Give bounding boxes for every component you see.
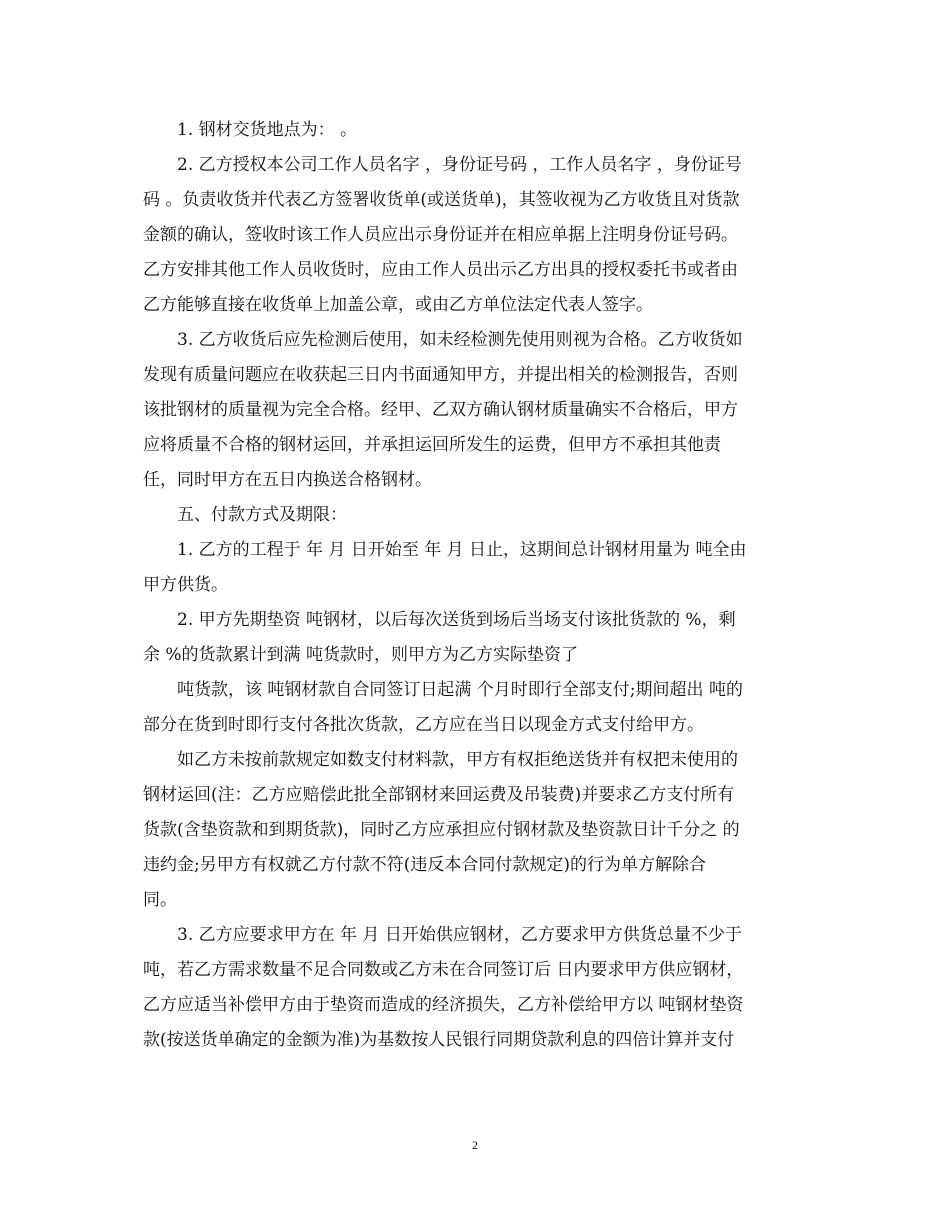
text-line: 乙方安排其他工作人员收货时，应由工作人员出示乙方出具的授权委托书或者由 bbox=[143, 260, 738, 280]
text-line: 应将质量不合格的钢材运回，并承担运回所发生的运费，但甲方不承担其他责 bbox=[143, 435, 721, 455]
text-line: 乙方应适当补偿甲方由于垫资而造成的经济损失，乙方补偿给甲方以 吨钢材垫资 bbox=[143, 995, 744, 1015]
text-line: 3. 乙方应要求甲方在 年 月 日开始供应钢材，乙方要求甲方供货总量不少于 bbox=[177, 925, 742, 945]
text-line: 五、付款方式及期限： bbox=[177, 505, 347, 525]
text-line: 乙方能够直接在收货单上加盖公章，或由乙方单位法定代表人签字。 bbox=[143, 295, 653, 315]
document-body bbox=[143, 113, 815, 1058]
text-line: 发现有质量问题应在收获起三日内书面通知甲方，并提出相关的检测报告，否则 bbox=[143, 365, 738, 385]
page-number: 2 bbox=[472, 1138, 478, 1152]
text-line: 货款(含垫资款和到期货款)，同时乙方应承担应付钢材款及垫资款日计千分之 的 bbox=[143, 820, 740, 840]
text-line: 吨，若乙方需求数量不足合同数或乙方未在合同签订后 日内要求甲方供应钢材， bbox=[143, 960, 744, 980]
text-line: 2. 甲方先期垫资 吨钢材，以后每次送货到场后当场支付该批货款的 %，剩 bbox=[177, 610, 736, 630]
text-line: 同。 bbox=[143, 890, 177, 910]
text-line: 钢材运回(注：乙方应赔偿此批全部钢材来回运费及吊装费)并要求乙方支付所有 bbox=[143, 785, 735, 805]
text-line: 如乙方未按前款规定如数支付材料款，甲方有权拒绝送货并有权把未使用的 bbox=[177, 750, 738, 770]
text-line: 2. 乙方授权本公司工作人员名字 ，身份证号码 ，工作人员名字 ，身份证号 bbox=[177, 155, 742, 175]
text-line: 甲方供货。 bbox=[143, 575, 228, 595]
text-line: 款(按送货单确定的金额为准)为基数按人民银行同期贷款利息的四倍计算并支付 bbox=[143, 1030, 735, 1050]
text-line: 1. 钢材交货地点为： 。 bbox=[177, 120, 358, 140]
text-line: 吨货款，该 吨钢材款自合同签订日起满 个月时即行全部支付;期间超出 吨的 bbox=[177, 680, 743, 700]
text-line: 码 。负责收货并代表乙方签署收货单(或送货单)，其签收视为乙方收货且对货款 bbox=[143, 190, 740, 210]
text-line: 1. 乙方的工程于 年 月 日开始至 年 月 日止，这期间总计钢材用量为 吨全由 bbox=[177, 540, 747, 560]
text-line: 金额的确认，签收时该工作人员应出示身份证并在相应单据上注明身份证号码。 bbox=[143, 225, 738, 245]
text-line: 违约金;另甲方有权就乙方付款不符(违反本合同付款规定)的行为单方解除合 bbox=[143, 855, 706, 875]
text-line: 该批钢材的质量视为完全合格。经甲、乙双方确认钢材质量确实不合格后，甲方 bbox=[143, 400, 738, 420]
text-line: 部分在货到时即行支付各批次货款，乙方应在当日以现金方式支付给甲方。 bbox=[143, 715, 704, 735]
text-line: 任，同时甲方在五日内换送合格钢材。 bbox=[143, 470, 432, 490]
text-line: 3. 乙方收货后应先检测后使用，如未经检测先使用则视为合格。乙方收货如 bbox=[177, 330, 743, 350]
text-line: 余 %的货款累计到满 吨货款时，则甲方为乙方实际垫资了 bbox=[143, 645, 578, 665]
